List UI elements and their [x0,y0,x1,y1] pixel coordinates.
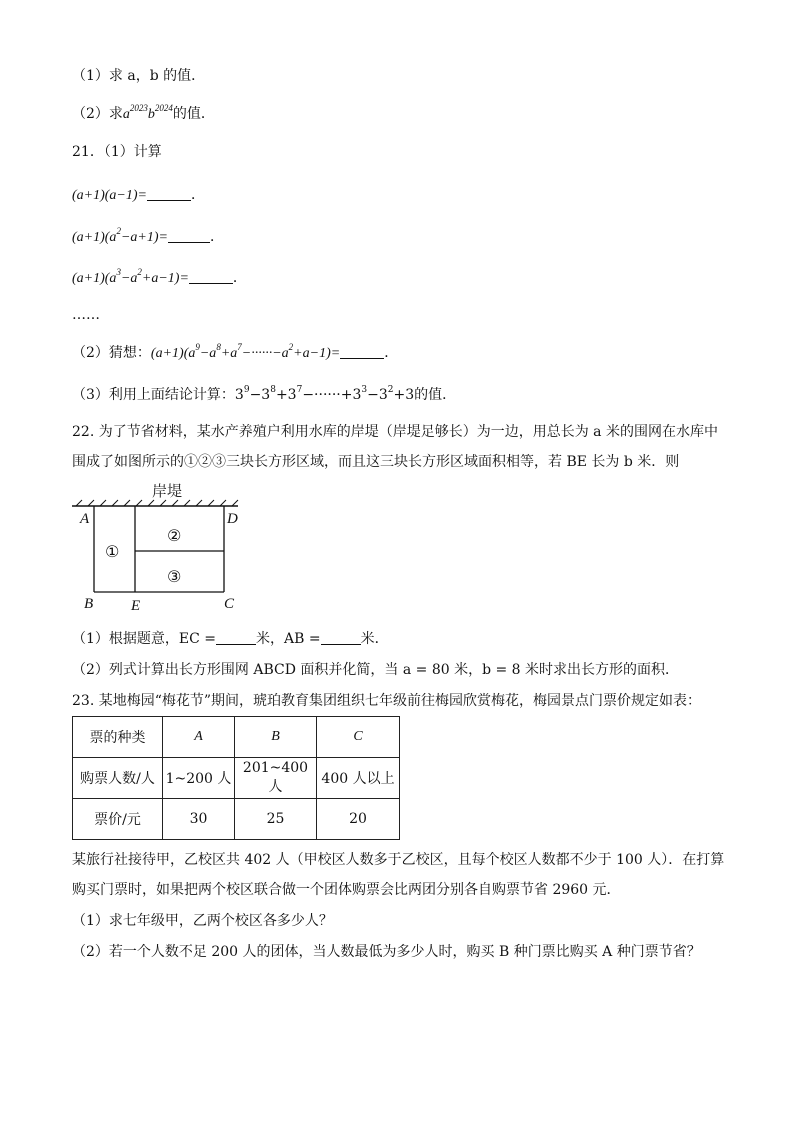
table-cell: 票价/元 [73,799,163,840]
q22-stem-line2: 围成了如图所示的①②③三块长方形区域，而且这三块长方形区域面积相等，若 BE 长为 b 米．则 [72,454,680,470]
q23-part1: （1）求七年级甲，乙两个校区各多少人？ [72,913,333,929]
point-b: B [84,596,94,612]
table-cell: 购票人数/人 [73,758,163,799]
point-a: A [80,511,90,527]
bank-hatching [76,500,238,506]
q21-expr2: $(a+1)(a^2-a+1)=$ ． [72,226,224,245]
q23-stem-line1: 23. 某地梅园“梅花节”期间，琥珀教育集团组织七年级前往梅园欣赏梅花，梅园景点门票价规定如表： [72,693,702,709]
point-e: E [131,598,141,614]
q21-expr1: (a+1)(a−1)= ． [72,188,205,203]
region-2: ② [167,526,182,545]
table-cell: 201~400 人 [235,758,317,799]
q22-part2: （2）列式计算出长方形围网 ABCD 面积并化简，当 a = 80 米，b = 8 米时求出长方形的面积． [72,662,680,678]
table-cell: 20 [317,799,400,840]
q22-figure [70,480,270,616]
q23-stem-line3: 购买门票时，如果把两个校区联合做一个团体购票会比两团分别各自购票节省 2960 元． [72,882,621,898]
table-cell: 25 [235,799,317,840]
table-row [73,717,400,758]
q22-stem-line1: 22. 为了节省材料，某水产养殖户利用水库的岸堤（岸堤足够长）为一边，用总长为 a 米的围网在水库中 [72,424,718,440]
ticket-price-table [72,716,400,840]
table-cell: C [317,717,400,758]
table-row [73,799,400,840]
table-cell: A [163,717,235,758]
q22-part1: （1）根据题意，EC = 米，AB = 米． [72,631,389,647]
region-1: ① [105,542,120,561]
q23-stem-line2: 某旅行社接待甲，乙校区共 402 人（甲校区人数多于乙校区，且每个校区人数都不少于 100 人）．在打算 [72,852,725,868]
point-c: C [224,596,235,612]
table-row [73,758,400,799]
point-d: D [227,511,238,527]
q21-part3: （3）利用上面结论计算：$3^9-3^8+3^7-\cdot\cdot\cdot\cdot\cdot\cdot+3^3-3^2+3$的值． [72,385,457,403]
table-cell: 30 [163,799,235,840]
q21-heading: 21．（1）计算 [72,144,162,160]
bank-label: 岸堤 [152,482,183,500]
q23-part2: （2）若一个人数不足 200 人的团体，当人数最低为多少人时，购买 B 种门票比购买 A 种门票节省？ [72,944,701,960]
table-cell: B [235,717,317,758]
table-cell: 400 人以上 [317,758,400,799]
q20-part1: （1）求 a，b 的值． [72,68,206,84]
q21-expr3: $(a+1)(a^3-a^2+a-1)=$ ． [72,267,247,286]
q20-part2: （2）求$a^{2023}b^{2024}$的值． [72,103,215,122]
q21-ellipsis: …… [72,307,100,323]
region-3: ③ [167,567,182,586]
table-cell: 票的种类 [73,717,163,758]
q21-part2: （2）猜想：$(a+1)(a^9-a^8+a^7-\cdot\cdot\cdot\cdot\cdot\cdot-a^2+a-1)=$ ． [72,342,399,361]
table-cell: 1~200 人 [163,758,235,799]
